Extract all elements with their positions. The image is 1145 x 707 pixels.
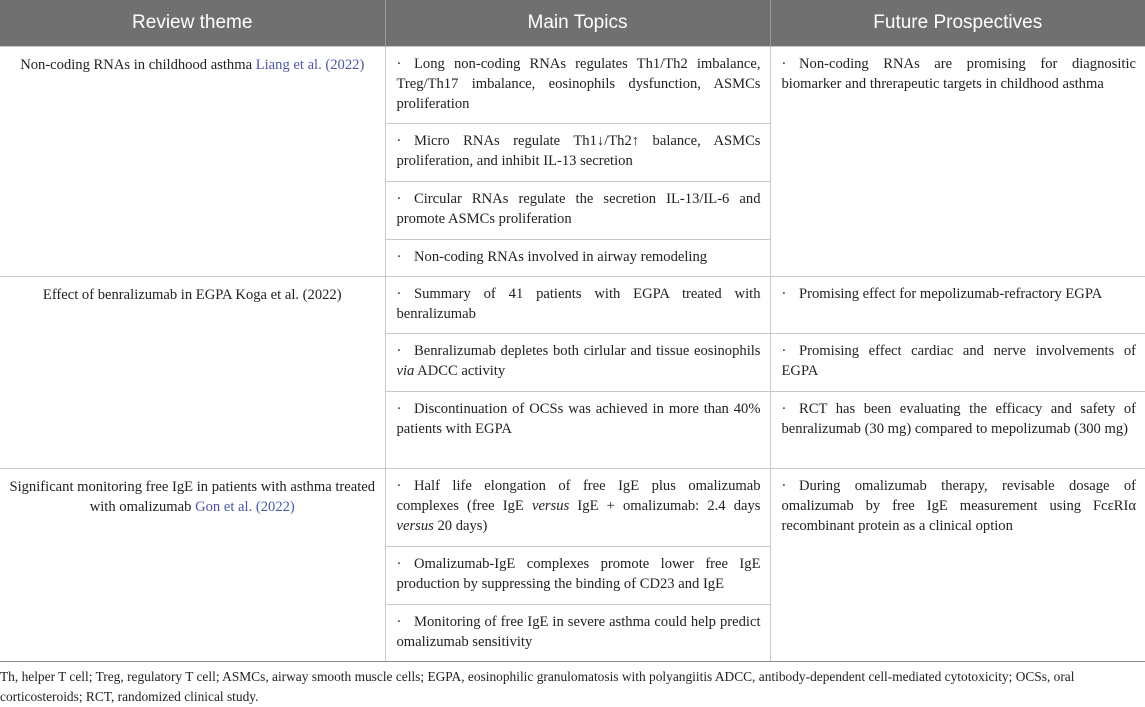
table-row: [0, 469, 1145, 547]
theme-text: Non-coding RNAs in childhood asthma: [20, 57, 256, 73]
bullet-mark: ·: [396, 556, 402, 572]
citation-link[interactable]: Gon et al. (2022): [195, 499, 295, 515]
topic-text: Omalizumab-IgE complexes promote lower free IgE production by suppressing the binding of CD23 and IgE: [396, 556, 761, 592]
bullet-mark: ·: [396, 478, 402, 494]
topic-cell: [385, 124, 770, 182]
theme-text: Effect of benralizumab in EGPA Koga et al. (2022): [42, 287, 342, 303]
theme-cell-benralizumab: [0, 277, 385, 469]
prospective-text: Non-coding RNAs are promising for diagnositic biomarker and threrapeutic targets in childhood asthma: [781, 56, 1136, 92]
topic-italic: via: [396, 363, 415, 379]
bullet-mark: ·: [781, 286, 787, 302]
theme-text: Significant monitoring free IgE in patients with asthma treated with omalizumab: [9, 479, 376, 515]
bullet-mark: ·: [396, 286, 402, 302]
prospective-text: Promising effect for mepolizumab-refractory EGPA: [799, 286, 1103, 302]
bullet-mark: ·: [781, 401, 787, 417]
header-review-theme: Review theme: [132, 12, 253, 33]
topic-cell: [385, 392, 770, 469]
topic-text: ADCC activity: [414, 363, 506, 379]
bullet-mark: ·: [396, 56, 402, 72]
topic-cell: [385, 547, 770, 605]
bullet-mark: ·: [781, 56, 787, 72]
theme-cell-non-coding-rnas: [0, 47, 385, 277]
bullet-mark: ·: [396, 191, 402, 207]
bullet-mark: ·: [396, 343, 402, 359]
topic-text: Summary of 41 patients with EGPA treated with benralizumab: [396, 286, 761, 322]
table-header-row: [0, 0, 1145, 47]
table-row: [0, 47, 1145, 124]
prospective-cell: [770, 469, 1145, 662]
header-future-prospectives: Future Prospectives: [770, 0, 1145, 47]
topic-cell: [385, 469, 770, 547]
topic-cell: [385, 240, 770, 277]
table-footnote: Th, helper T cell; Treg, regulatory T cell; ASMCs, airway smooth muscle cells; EGPA, eosinophilic granulomatosis with polyangiitis ADCC, antibody-dependent cell-mediated cytotoxicity; OCSs, oral corticosteroids; RCT, randomized clinical study.: [0, 669, 1075, 704]
topic-text: Circular RNAs regulate the secretion IL-13/IL-6 and promote ASMCs proliferation: [396, 191, 761, 227]
header-main-topics: Main Topics: [385, 0, 770, 47]
topic-cell: [385, 605, 770, 662]
citation-link[interactable]: Liang et al. (2022): [255, 57, 365, 73]
prospective-text: Promising effect cardiac and nerve involvements of EGPA: [781, 343, 1136, 379]
prospective-text: During omalizumab therapy, revisable dosage of omalizumab by free IgE measurement using FcεRIα recombinant protein as a clinical option: [781, 478, 1136, 534]
bullet-mark: ·: [396, 133, 402, 149]
prospective-cell: [770, 392, 1145, 469]
bullet-mark: ·: [396, 249, 402, 265]
topic-text: Non-coding RNAs involved in airway remodeling: [414, 249, 708, 265]
topic-text: Benralizumab depletes both cirlular and tissue eosinophils: [414, 343, 761, 359]
prospective-cell: [770, 334, 1145, 392]
topic-text: Monitoring of free IgE in severe asthma could help predict omalizumab sensitivity: [396, 614, 761, 650]
topic-text: 20 days): [433, 518, 488, 534]
bullet-mark: ·: [781, 478, 787, 494]
bullet-mark: ·: [781, 343, 787, 359]
topic-cell: [385, 277, 770, 334]
topic-cell: [385, 334, 770, 392]
topic-text: Long non-coding RNAs regulates Th1/Th2 imbalance, Treg/Th17 imbalance, eosinophils dysfunction, ASMCs proliferation: [396, 56, 761, 112]
bullet-mark: ·: [396, 401, 402, 417]
topic-text: Discontinuation of OCSs was achieved in more than 40% patients with EGPA: [396, 401, 761, 437]
footnote-divider: [0, 661, 1145, 662]
bullet-mark: ·: [396, 614, 402, 630]
prospective-text: RCT has been evaluating the efficacy and safety of benralizumab (30 mg) compared to mepolizumab (300 mg): [781, 401, 1136, 437]
prospective-cell: [770, 277, 1145, 334]
topic-text: IgE + omalizumab: 2.4 days: [569, 498, 761, 514]
topic-cell: [385, 182, 770, 240]
theme-cell-free-ige: [0, 469, 385, 662]
prospective-cell: [770, 47, 1145, 277]
topic-italic: versus: [396, 518, 434, 534]
topic-text: Micro RNAs regulate Th1↓/Th2↑ balance, ASMCs proliferation, and inhibit IL-13 secretion: [396, 133, 761, 169]
table-row: [0, 277, 1145, 334]
topic-text: Half life elongation of free IgE plus omalizumab complexes (free IgE: [396, 478, 761, 514]
topic-cell: [385, 47, 770, 124]
topic-italic: versus: [531, 498, 570, 514]
